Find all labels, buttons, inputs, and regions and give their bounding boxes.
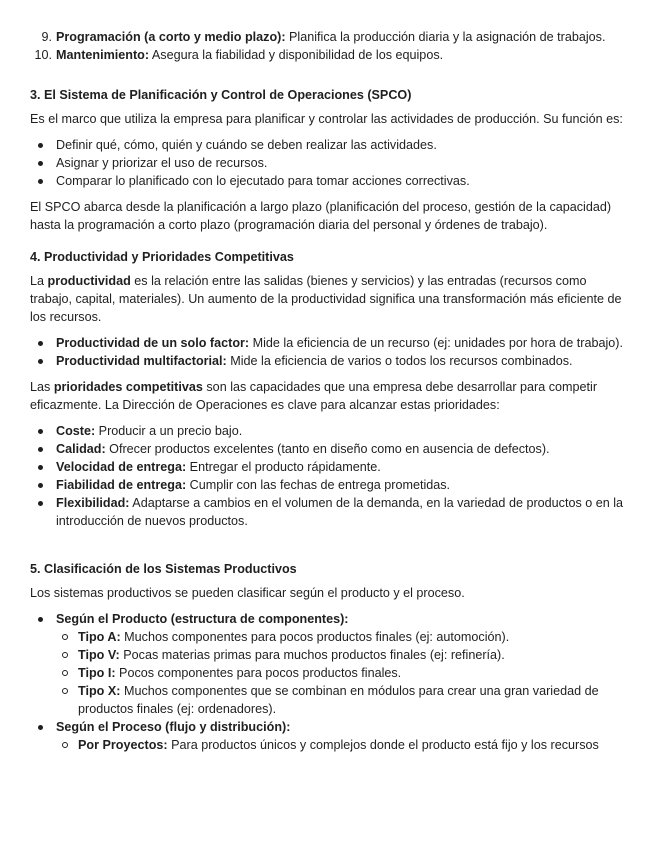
item-text: Cumplir con las fechas de entrega prometidas.	[186, 478, 451, 492]
item-text: Adaptarse a cambios en el volumen de la demanda, en la variedad de productos o en la introducción de nuevos productos.	[56, 496, 624, 528]
item-text: Asegura la fiabilidad y disponibilidad de los equipos.	[149, 48, 444, 62]
term: Coste:	[56, 424, 96, 438]
term: Productividad multifactorial:	[56, 354, 227, 368]
section-4-heading: 4. Productividad y Prioridades Competitivas	[30, 250, 294, 264]
term: Tipo X:	[78, 684, 121, 698]
list-item	[30, 494, 631, 530]
list-item	[30, 352, 631, 370]
list-item: Asignar y priorizar el uso de recursos.	[30, 154, 631, 172]
sublist-item	[56, 646, 631, 664]
list-item: Definir qué, cómo, quién y cuándo se deben realizar las actividades.	[30, 136, 631, 154]
item-text: Entregar el producto rápidamente.	[186, 460, 381, 474]
list-item: Comparar lo planificado con lo ejecutado para tomar acciones correctivas.	[30, 172, 631, 190]
section-3-bullets	[30, 136, 631, 190]
sublist	[56, 628, 631, 718]
list-number: 10.	[34, 48, 52, 62]
item-text: Planifica la producción diaria y la asignación de trabajos.	[285, 30, 606, 44]
list-item	[30, 46, 631, 64]
list-item	[30, 458, 631, 476]
sublist	[56, 736, 631, 754]
list-item	[30, 422, 631, 440]
list-item	[30, 440, 631, 458]
term: Tipo A:	[78, 630, 121, 644]
section-5-heading: 5. Clasificación de los Sistemas Productivos	[30, 562, 297, 576]
item-text: Mide la eficiencia de un recurso (ej: unidades por hora de trabajo).	[249, 336, 623, 350]
classification-list	[30, 610, 631, 754]
text: son las capacidades que una empresa debe desarrollar para competir eficazmente. La Dirección de Operaciones es clave para alcanzar estas prioridades:	[30, 380, 598, 412]
section-5-intro: Los sistemas productivos se pueden clasificar según el producto y el proceso.	[30, 586, 465, 600]
term: Programación (a corto y medio plazo):	[56, 30, 286, 44]
item-text: Pocos componentes para pocos productos finales.	[115, 666, 402, 680]
term: Calidad:	[56, 442, 106, 456]
term: Productividad de un solo factor:	[56, 336, 250, 350]
numbered-list	[30, 28, 631, 64]
item-text: Muchos componentes para pocos productos finales (ej: automoción).	[120, 630, 510, 644]
item-text: Mide la eficiencia de varios o todos los recursos combinados.	[226, 354, 573, 368]
term: Fiabilidad de entrega:	[56, 478, 187, 492]
sublist-item	[56, 628, 631, 646]
term: Mantenimiento:	[56, 48, 150, 62]
sublist-item	[56, 736, 631, 754]
list-number: 9.	[41, 30, 52, 44]
list-item	[30, 610, 631, 718]
list-item	[30, 718, 631, 754]
term: productividad	[47, 274, 131, 288]
section-3-intro: Es el marco que utiliza la empresa para planificar y controlar las actividades de producción. Su función es:	[30, 112, 623, 126]
item-text: Muchos componentes que se combinan en módulos para crear una gran variedad de productos finales (ej: ordenadores).	[78, 684, 599, 716]
section-3-heading: 3. El Sistema de Planificación y Control de Operaciones (SPCO)	[30, 88, 412, 102]
productivity-paragraph	[30, 272, 631, 326]
sublist-item	[56, 682, 631, 718]
item-text: Ofrecer productos excelentes (tanto en diseño como en ausencia de defectos).	[105, 442, 550, 456]
item-text: Para productos únicos y complejos donde el producto está fijo y los recursos	[167, 738, 599, 752]
category-label: Según el Producto (estructura de componentes):	[56, 612, 349, 626]
sublist-item	[56, 664, 631, 682]
section-3-closing: El SPCO abarca desde la planificación a largo plazo (planificación del proceso, gestión de la capacidad) hasta la programación a corto plazo (programación diaria del personal y órdenes de trabajo).	[30, 200, 612, 232]
text: es la relación entre las salidas (bienes y servicios) y las entradas (recursos como trabajo, capital, materiales). Un aumento de la productividad significa una transformación más eficiente de los recursos.	[30, 274, 622, 324]
item-text: Pocas materias primas para muchos productos finales (ej: refinería).	[119, 648, 505, 662]
priorities-bullets	[30, 422, 631, 530]
text: Las	[30, 380, 54, 394]
priorities-paragraph	[30, 378, 631, 414]
list-item	[30, 28, 631, 46]
term: Flexibilidad:	[56, 496, 130, 510]
category-label: Según el Proceso (flujo y distribución):	[56, 720, 291, 734]
productivity-bullets	[30, 334, 631, 370]
term: Tipo V:	[78, 648, 120, 662]
text: La	[30, 274, 48, 288]
item-text: Producir a un precio bajo.	[95, 424, 243, 438]
list-item	[30, 334, 631, 352]
term: prioridades competitivas	[53, 380, 203, 394]
term: Velocidad de entrega:	[56, 460, 187, 474]
list-item	[30, 476, 631, 494]
term: Por Proyectos:	[78, 738, 168, 752]
term: Tipo I:	[78, 666, 116, 680]
